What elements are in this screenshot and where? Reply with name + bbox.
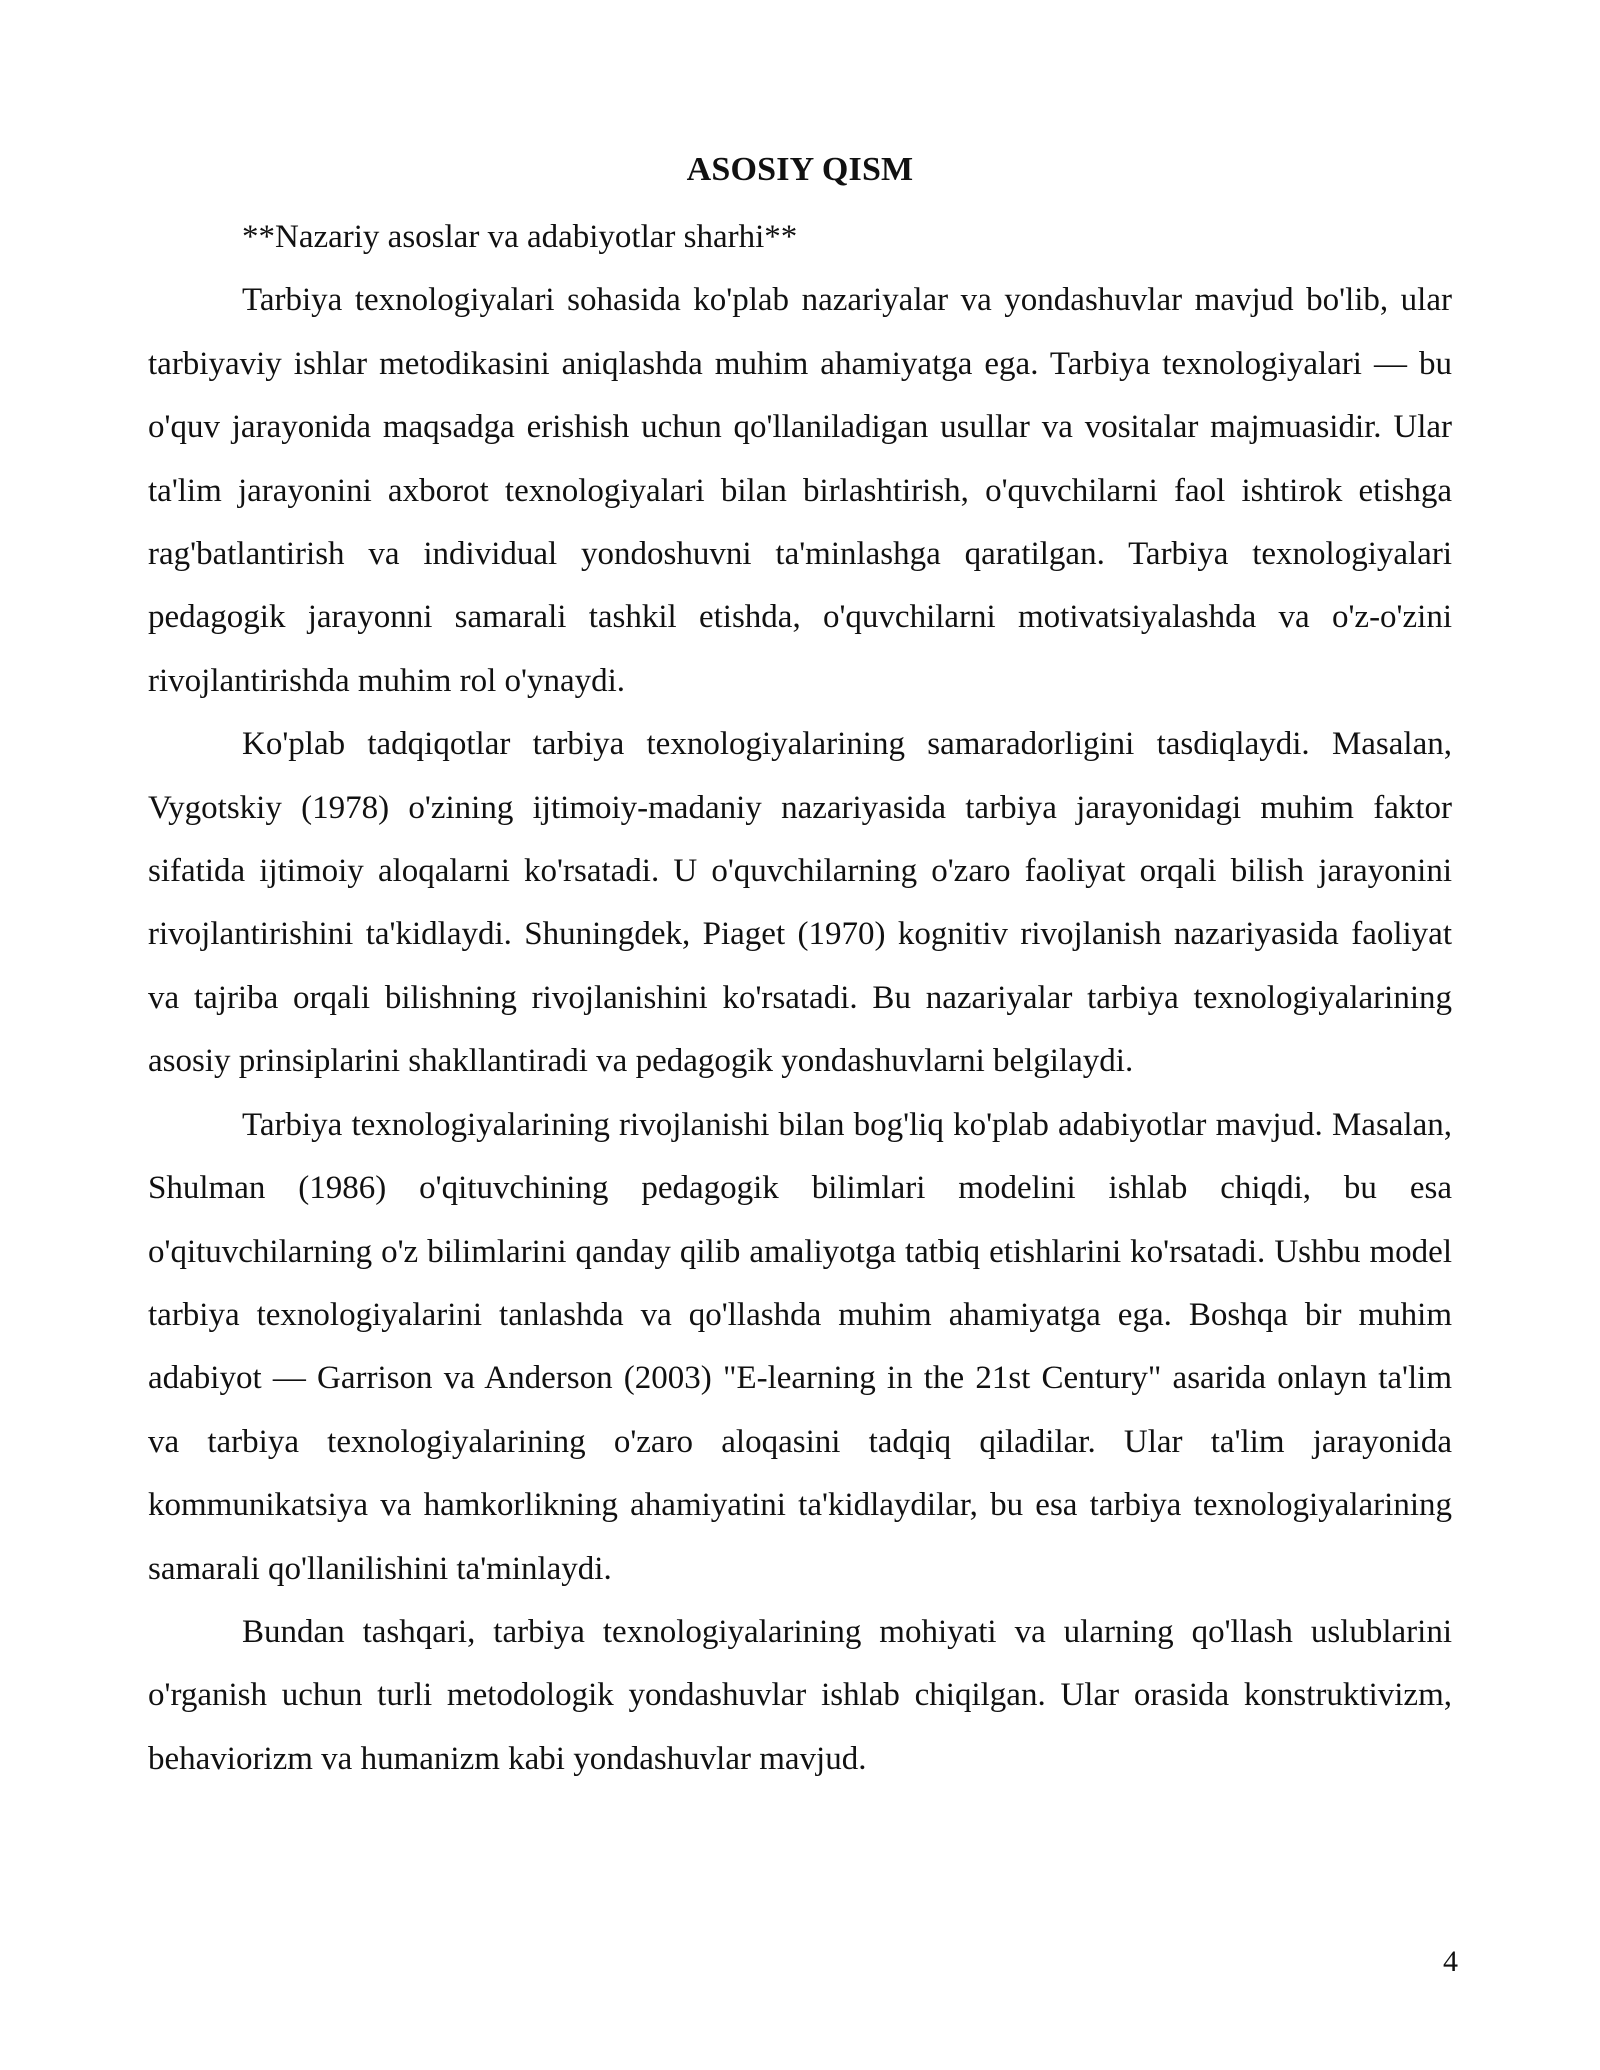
body-paragraph-4: Bundan tashqari, tarbiya texnologiyalarining mohiyati va ularning qo'llash uslublarini o'rganish uchun turli metodologik yondashuvlar ishlab chiqilgan. Ular orasida konstruktivizm, behaviorizm va humanizm kabi yondashuvlar mavjud. xyxy=(148,1613,1452,1777)
page-content xyxy=(148,142,1452,1791)
subsection-heading: **Nazariy asoslar va adabiyotlar sharhi** xyxy=(242,219,798,255)
body-paragraph-3: Tarbiya texnologiyalarining rivojlanishi bilan bog'liq ko'plab adabiyotlar mavjud. Masalan, Shulman (1986) o'qituvchining pedagogik bilimlari modelini ishlab chiqdi, bu esa o'qituvchilarning o'z bilimlarini qanday qilib amaliyotga tatbiq etishlarini ko'rsatadi. Ushbu model tarbiya texnologiyalarini tanlashda va qo'llashda muhim ahamiyatga ega. Boshqa bir muhim adabiyot — Garrison va Anderson (2003) "E-learning in the 21st Century" asarida onlayn ta'lim va tarbiya texnologiyalarining o'zaro aloqasini tadqiq qiladilar. Ular ta'lim jarayonida kommunikatsiya va hamkorlikning ahamiyatini ta'kidlaydilar, bu esa tarbiya texnologiyalarining samarali qo'llanilishini ta'minlaydi. xyxy=(148,1106,1452,1587)
section-heading: ASOSIY QISM xyxy=(686,151,914,188)
body-paragraph-1: Tarbiya texnologiyalari sohasida ko'plab nazariyalar va yondashuvlar mavjud bo'lib, ular tarbiyaviy ishlar metodikasini aniqlashda muhim ahamiyatga ega. Tarbiya texnologiyalari — bu o'quv jarayonida maqsadga erishish uchun qo'llaniladigan usullar va vositalar majmuasidir. Ular ta'lim jarayonini axborot texnologiyalari bilan birlashtirish, o'quvchilarni faol ishtirok etishga rag'batlantirish va individual yondoshuvni ta'minlashga qaratilgan. Tarbiya texnologiyalari pedagogik jarayonni samarali tashkil etishda, o'quvchilarni motivatsiyalashda va o'z-o'zini rivojlantirishda muhim rol o'ynaydi. xyxy=(148,282,1452,699)
body-paragraph-2: Ko'plab tadqiqotlar tarbiya texnologiyalarining samaradorligini tasdiqlaydi. Masalan, Vygotskiy (1978) o'zining ijtimoiy-madaniy nazariyasida tarbiya jarayonidagi muhim faktor sifatida ijtimoiy aloqalarni ko'rsatadi. U o'quvchilarning o'zaro faoliyat orqali bilish jarayonini rivojlantirishini ta'kidlaydi. Shuningdek, Piaget (1970) kognitiv rivojlanish nazariyasida faoliyat va tajriba orqali bilishning rivojlanishini ko'rsatadi. Bu nazariyalar tarbiya texnologiyalarining asosiy prinsiplarini shakllantiradi va pedagogik yondashuvlarni belgilaydi. xyxy=(148,726,1452,1080)
page-number: 4 xyxy=(1443,1945,1458,1978)
